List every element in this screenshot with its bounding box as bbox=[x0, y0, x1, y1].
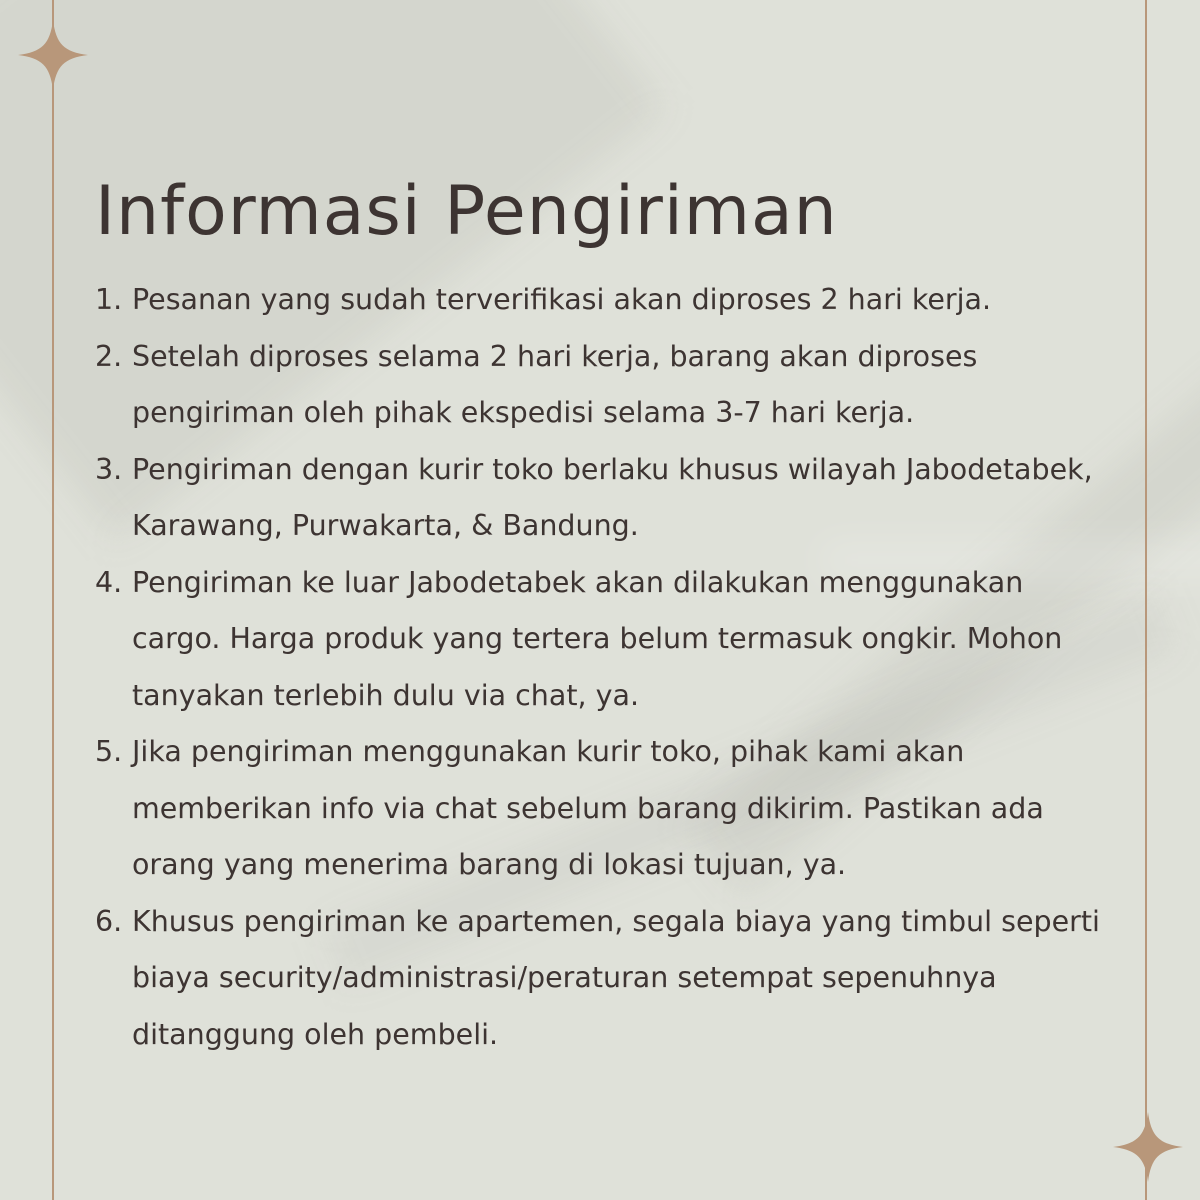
item-text: Pengiriman dengan kurir toko berlaku khusus wilayah Jabodetabek, Karawang, Purwakarta, & Bandung. bbox=[132, 452, 1093, 542]
item-number: 4. bbox=[95, 565, 123, 599]
list-item bbox=[95, 272, 1105, 329]
item-text: Jika pengiriman menggunakan kurir toko, pihak kami akan memberikan info via chat sebelum barang dikirim. Pastikan ada orang yang menerima barang di lokasi tujuan, ya. bbox=[132, 735, 1044, 881]
list-item bbox=[95, 442, 1105, 555]
page-title: Informasi Pengiriman bbox=[95, 172, 838, 251]
list-item bbox=[95, 555, 1105, 725]
list-item bbox=[95, 724, 1105, 894]
item-text: Khusus pengiriman ke apartemen, segala biaya yang timbul seperti biaya security/administrasi/peraturan setempat sepenuhnya ditanggung oleh pembeli. bbox=[132, 904, 1100, 1051]
sparkle-icon bbox=[18, 20, 88, 90]
item-text: Pesanan yang sudah terverifikasi akan diproses 2 hari kerja. bbox=[132, 283, 992, 316]
list-item bbox=[95, 894, 1105, 1064]
sparkle-icon bbox=[1113, 1112, 1183, 1182]
left-border-line bbox=[52, 0, 54, 1200]
list-item bbox=[95, 329, 1105, 442]
shipping-info-list bbox=[95, 272, 1105, 1063]
item-number: 3. bbox=[95, 452, 123, 486]
item-text: Pengiriman ke luar Jabodetabek akan dilakukan menggunakan cargo. Harga produk yang tertera belum termasuk ongkir. Mohon tanyakan terlebih dulu via chat, ya. bbox=[132, 565, 1063, 712]
item-text: Setelah diproses selama 2 hari kerja, barang akan diproses pengiriman oleh pihak ekspedisi selama 3-7 hari kerja. bbox=[132, 339, 978, 429]
item-number: 6. bbox=[95, 904, 123, 938]
right-border-line bbox=[1145, 0, 1147, 1200]
item-number: 2. bbox=[95, 339, 123, 373]
item-number: 5. bbox=[95, 735, 123, 768]
item-number: 1. bbox=[95, 283, 123, 316]
